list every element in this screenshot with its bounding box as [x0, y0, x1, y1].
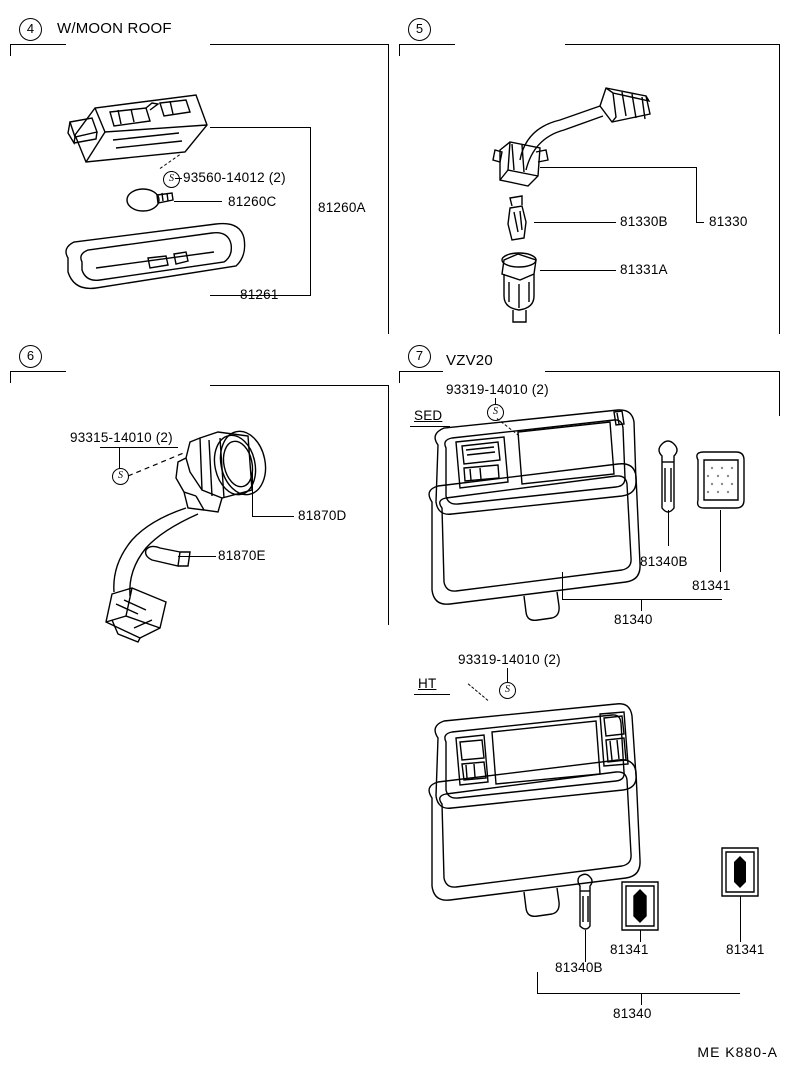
callout-93560-14012: 93560-14012 (2)	[183, 170, 286, 185]
leader-93315-line	[100, 447, 178, 448]
section-5-lamp-wire	[400, 60, 800, 340]
leader-81260a-vert	[310, 127, 311, 295]
section-7-frame-top-left	[399, 371, 443, 372]
s-badge-93319-sed: S	[487, 404, 504, 421]
label-ht: HT	[418, 676, 437, 691]
leader-81870d-line	[252, 516, 294, 517]
callout-81341-ht-right: 81341	[726, 942, 765, 957]
callout-81870e: 81870E	[218, 548, 266, 563]
leader-81341-ht-right-vert	[740, 896, 741, 942]
leader-81341-sed-vert	[720, 510, 721, 572]
leader-81340b-ht-vert	[585, 930, 586, 962]
section-7-frame-top-right	[545, 371, 780, 372]
callout-93319-14010-ht: 93319-14010 (2)	[458, 652, 561, 667]
section-number-6: 6	[19, 345, 42, 368]
callout-81260a: 81260A	[318, 200, 366, 215]
callout-81340-sed: 81340	[614, 612, 653, 627]
callout-81340b-ht: 81340B	[555, 960, 603, 975]
section-5-frame-top-right	[565, 44, 780, 45]
leader-93315-drop	[119, 447, 120, 469]
callout-93315-14010: 93315-14010 (2)	[70, 430, 173, 445]
s-badge-93315: S	[112, 468, 129, 485]
callout-81261: 81261	[240, 287, 279, 302]
callout-93319-14010-sed: 93319-14010 (2)	[446, 382, 549, 397]
callout-81340b-sed: 81340B	[640, 554, 688, 569]
callout-81341-ht-mid: 81341	[610, 942, 649, 957]
leader-81330b-line	[534, 222, 616, 223]
section-6-frame-top-left	[10, 371, 66, 372]
leader-81331a-line	[540, 270, 616, 271]
label-sed: SED	[414, 408, 443, 423]
leader-81341-ht-mid-vert	[640, 930, 641, 942]
leader-81330-top	[540, 167, 697, 168]
leader-81260a-top	[210, 127, 311, 128]
sheet-code: ME K880-A	[697, 1044, 778, 1060]
callout-81330b: 81330B	[620, 214, 668, 229]
leader-81330-vert	[696, 167, 697, 223]
callout-81260c: 81260C	[228, 194, 277, 209]
leader-93319-ht-drop	[507, 668, 508, 682]
leader-81340-sed-up	[562, 572, 563, 600]
leader-81340b-sed-vert	[668, 510, 669, 546]
leader-81340-ht-drop	[641, 993, 642, 1005]
section-7-sed-lamp	[400, 390, 800, 640]
s-badge-93319-ht: S	[499, 682, 516, 699]
section-number-7: 7	[408, 345, 431, 368]
section-5-frame-top-left	[399, 44, 455, 45]
callout-81341-sed: 81341	[692, 578, 731, 593]
callout-81870d: 81870D	[298, 508, 347, 523]
leader-81340-ht-line	[537, 993, 740, 994]
callout-81330: 81330	[709, 214, 748, 229]
leader-81260c-line	[174, 201, 222, 202]
callout-81340-ht: 81340	[613, 1006, 652, 1021]
section-number-4: 4	[19, 18, 42, 41]
leader-81340-sed-drop	[641, 599, 642, 611]
leader-81870e-line	[178, 556, 216, 557]
section-6-lamp-assembly	[0, 380, 400, 670]
leader-81340-ht-up	[537, 972, 538, 994]
leader-81340-sed-line	[562, 599, 722, 600]
leader-81330-tick	[696, 222, 704, 223]
leader-81870d-vert	[252, 470, 253, 517]
section-title-7: VZV20	[446, 352, 493, 369]
section-title-4: W/MOON ROOF	[57, 20, 172, 37]
section-number-5: 5	[408, 18, 431, 41]
s-badge-93560: S	[163, 171, 180, 188]
callout-81331a: 81331A	[620, 262, 668, 277]
